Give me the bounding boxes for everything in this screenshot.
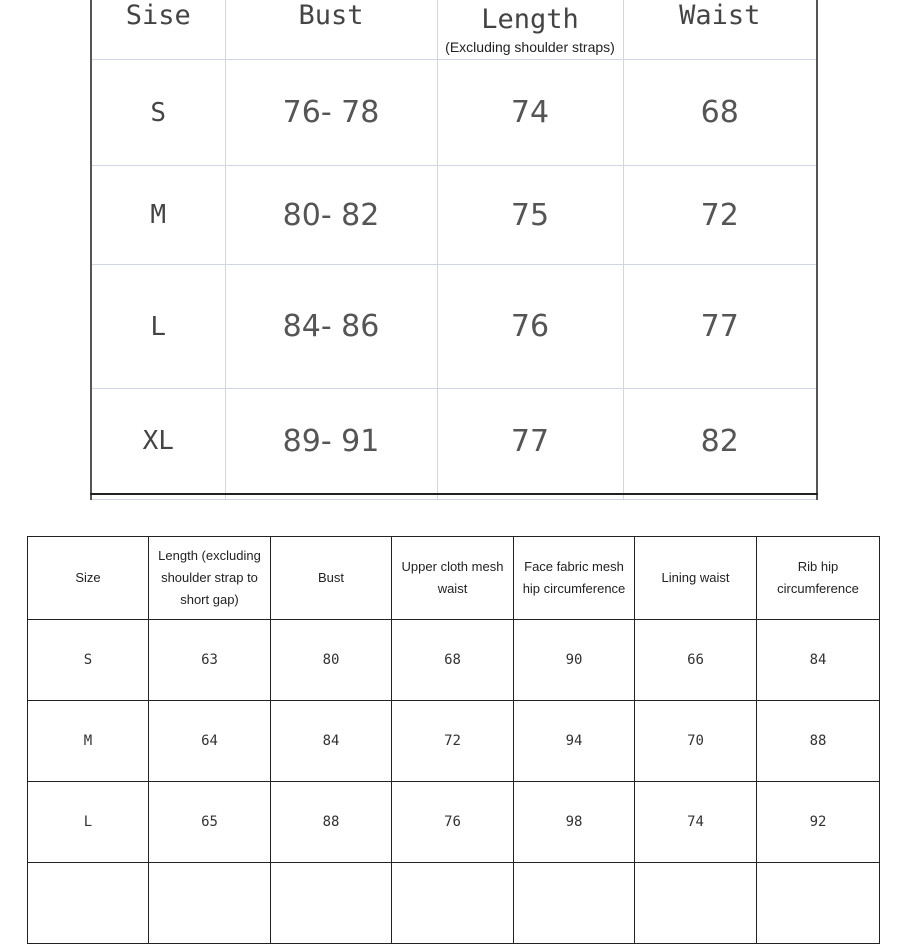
- header-length-note: (Excluding shoulder straps): [445, 39, 615, 55]
- table-header-row: [28, 537, 880, 620]
- cell-bust: 84- 86: [282, 309, 380, 344]
- cell-length: 74: [510, 95, 550, 130]
- table-row: [91, 389, 817, 495]
- cell-size: L: [28, 782, 149, 863]
- cell-upper-waist: 76: [392, 782, 514, 863]
- cell-length: 65: [149, 782, 271, 863]
- header-size: Sise: [91, 0, 225, 60]
- table-row: [91, 265, 817, 389]
- header-length: Length (excluding shoulder strap to short gap): [149, 537, 271, 620]
- cell-size: M: [150, 200, 167, 230]
- header-rib-hip: Rib hip circumference: [757, 537, 880, 620]
- cell-length: 75: [510, 197, 550, 233]
- cell-size: S: [28, 620, 149, 701]
- cell-waist: 77: [700, 309, 739, 344]
- cell-face-hip: 98: [514, 782, 635, 863]
- header-size: Size: [28, 537, 149, 620]
- cell-size: S: [150, 97, 167, 128]
- cell-waist: 68: [700, 95, 739, 130]
- size-chart-table-2: [27, 536, 880, 944]
- cell-rib-hip: 88: [757, 701, 880, 782]
- cell-face-hip: 90: [514, 620, 635, 701]
- header-bust: Bust: [225, 0, 437, 60]
- cell-upper-waist: 72: [392, 701, 514, 782]
- cell-size: L: [150, 311, 167, 342]
- size-chart-table-1: [90, 0, 818, 500]
- header-lining-waist: Lining waist: [635, 537, 757, 620]
- cell-rib-hip: 84: [757, 620, 880, 701]
- header-length: Length (Excluding shoulder straps): [437, 0, 623, 60]
- cell-face-hip: 94: [514, 701, 635, 782]
- cell-waist: 72: [700, 197, 739, 233]
- table-bottom-border: [91, 494, 817, 500]
- table-row: [91, 60, 817, 166]
- cell-bust: 80: [271, 620, 392, 701]
- cell-lining-waist: 70: [635, 701, 757, 782]
- header-upper-waist: Upper cloth mesh waist: [392, 537, 514, 620]
- header-bust: Bust: [271, 537, 392, 620]
- cell-bust: 89- 91: [282, 423, 380, 459]
- cell-bust: 84: [271, 701, 392, 782]
- table-row-partial: [28, 863, 880, 944]
- table-row: [28, 620, 880, 701]
- cell-length: 64: [149, 701, 271, 782]
- table-row: [28, 782, 880, 863]
- table-row: [91, 166, 817, 265]
- cell-size: M: [28, 701, 149, 782]
- header-face-hip: Face fabric mesh hip circumference: [514, 537, 635, 620]
- table-row: [28, 701, 880, 782]
- cell-bust: 80- 82: [282, 197, 380, 233]
- cell-length: 63: [149, 620, 271, 701]
- cell-length: 77: [510, 423, 550, 459]
- cell-length: 76: [510, 309, 550, 344]
- cell-lining-waist: 74: [635, 782, 757, 863]
- cell-lining-waist: 66: [635, 620, 757, 701]
- cell-upper-waist: 68: [392, 620, 514, 701]
- cell-rib-hip: 92: [757, 782, 880, 863]
- cell-bust: 88: [271, 782, 392, 863]
- cell-waist: 82: [700, 423, 739, 459]
- header-waist: Waist: [623, 0, 817, 60]
- table-header-row: [91, 0, 817, 60]
- cell-size: XL: [142, 426, 174, 456]
- cell-bust: 76- 78: [282, 95, 380, 130]
